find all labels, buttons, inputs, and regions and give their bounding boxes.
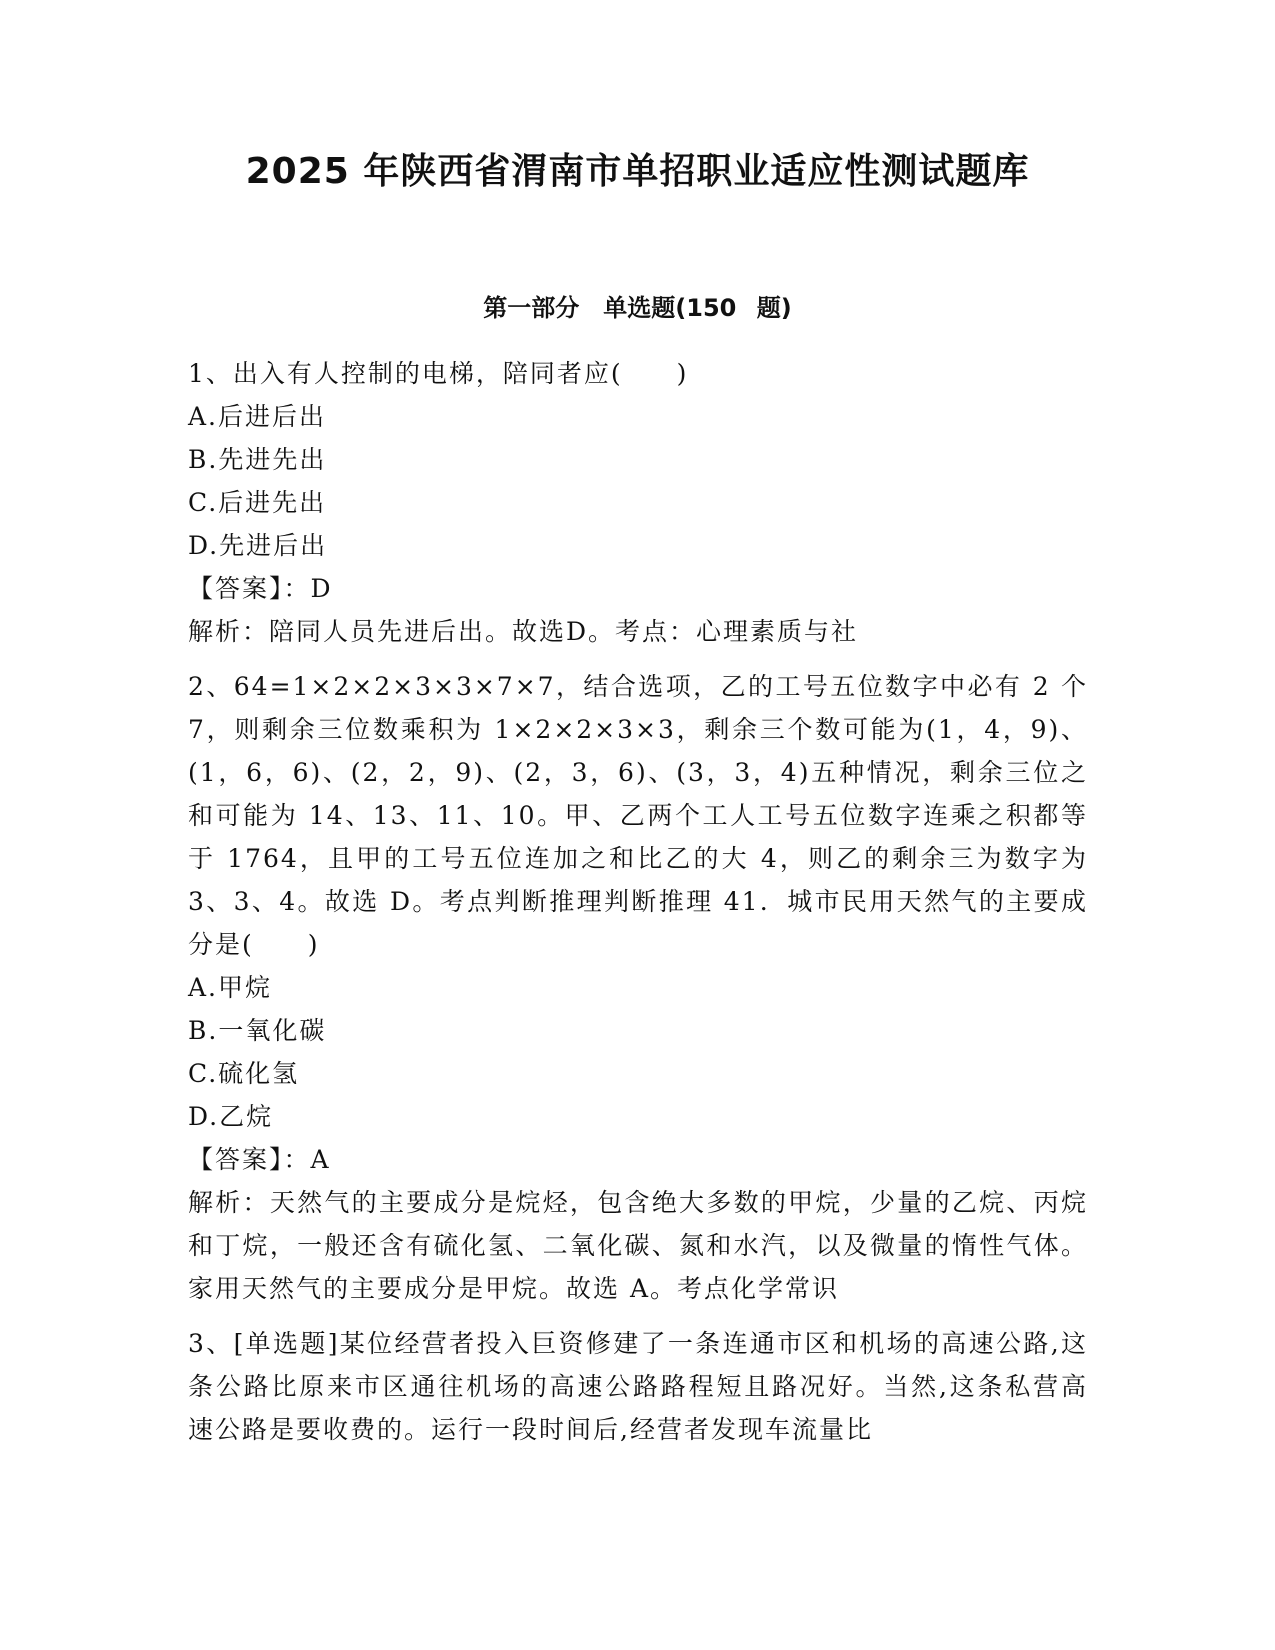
question-stem: 1、出入有人控制的电梯，陪同者应( ) bbox=[188, 359, 689, 388]
option-a: A.后进后出 bbox=[188, 402, 327, 431]
option-d: D.先进后出 bbox=[188, 531, 328, 560]
question-3 bbox=[188, 1322, 1088, 1451]
option-b: B.先进先出 bbox=[188, 445, 327, 474]
question-2 bbox=[188, 665, 1088, 1310]
document-title: 2025 年陕西省渭南市单招职业适应性测试题库 bbox=[245, 151, 1030, 192]
option-a: A.甲烷 bbox=[188, 973, 273, 1002]
answer: 【答案】：A bbox=[188, 1145, 331, 1174]
question-stem: 3、[单选题]某位经营者投入巨资修建了一条连通市区和机场的高速公路,这条公路比原来市区通往机场的高速公路路程短且路况好。当然,这条私营高速公路是要收费的。运行一段时间后,经营者发现车流量比 bbox=[188, 1329, 1088, 1444]
option-c: C.硫化氢 bbox=[188, 1059, 300, 1088]
section-heading: 第一部分 单选题(150 题) bbox=[483, 294, 792, 322]
question-list bbox=[188, 352, 1088, 1463]
option-c: C.后进先出 bbox=[188, 488, 327, 517]
analysis: 解析：陪同人员先进后出。故选D。考点：心理素质与社 bbox=[188, 617, 859, 646]
analysis: 解析：天然气的主要成分是烷烃，包含绝大多数的甲烷，少量的乙烷、丙烷和丁烷，一般还含有硫化氢、二氧化碳、氮和水汽，以及微量的惰性气体。家用天然气的主要成分是甲烷。故选 A。考点化学常识 bbox=[188, 1188, 1088, 1303]
question-1 bbox=[188, 352, 1088, 653]
answer: 【答案】：D bbox=[188, 574, 333, 603]
question-stem: 2、64=1×2×2×3×3×7×7，结合选项，乙的工号五位数字中必有 2 个 7，则剩余三位数乘积为 1×2×2×3×3，剩余三个数可能为(1，4，9)、(1，6，6)、(2，2，9)、(2，3，6)、(3，3，4)五种情况，剩余三位之和可能为 14、13、11、10。甲、乙两个工人工号五位数字连乘之积都等于 1764，且甲的工号五位连加之和比乙的大 4，则乙的剩余三为数字为 3、3、4。故选 D。考点判断推理判断推理 41．城市民用天然气的主要成分是( ) bbox=[188, 672, 1088, 959]
option-d: D.乙烷 bbox=[188, 1102, 274, 1131]
option-b: B.一氧化碳 bbox=[188, 1016, 327, 1045]
